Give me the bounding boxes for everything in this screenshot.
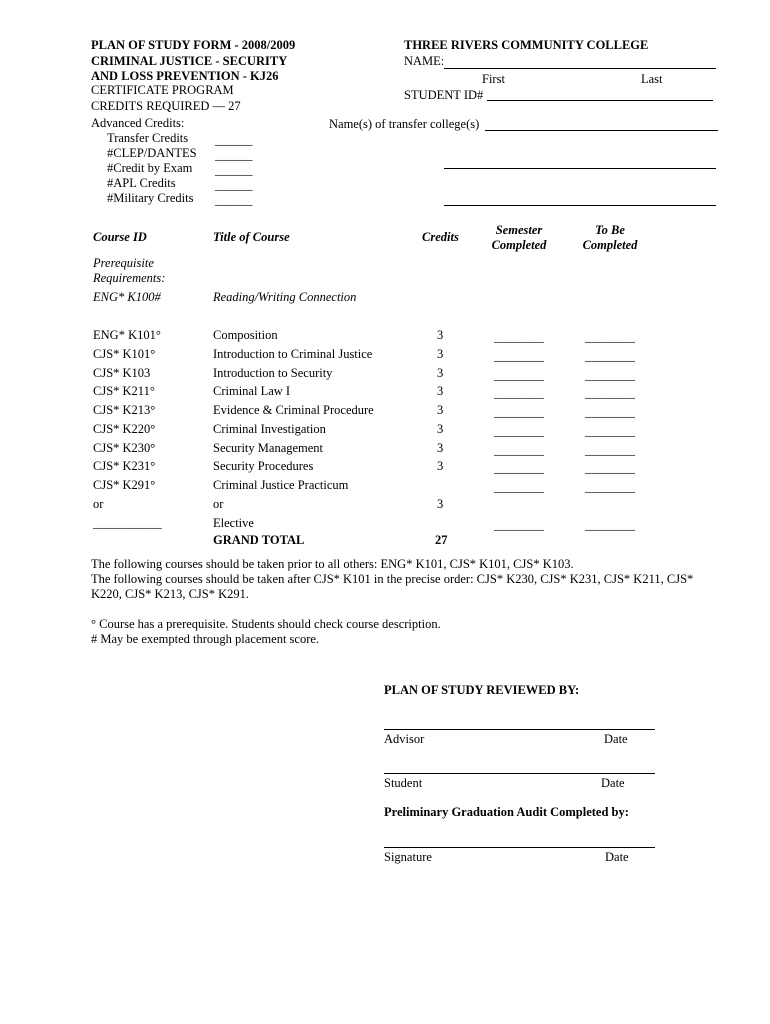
transfer-credits-blank[interactable]: ______ — [215, 133, 253, 147]
course-id: CJS* K230° — [93, 441, 156, 455]
advanced-item-military: #Military Credits — [107, 191, 194, 205]
header-course-id: Course ID — [93, 230, 147, 244]
course-id: ENG* K101° — [93, 328, 161, 342]
note-order-line2: K220, CJS* K213, CJS* K291. — [91, 587, 250, 601]
header-tobe-completed — [571, 223, 649, 253]
student-id-field[interactable] — [487, 100, 713, 101]
course-credits: 3 — [437, 422, 444, 436]
prereq-course-title: Reading/Writing Connection — [213, 290, 357, 304]
course-id: CJS* K103 — [93, 366, 151, 380]
header-credits: Credits — [422, 230, 459, 244]
semester-completed-blank[interactable]: ________ — [494, 480, 544, 494]
course-credits: 3 — [437, 347, 444, 361]
header-semester-line2: Completed — [491, 238, 547, 252]
exam-blank[interactable]: ______ — [215, 163, 253, 177]
course-title: Introduction to Security — [213, 366, 333, 380]
program-title-line2: AND LOSS PREVENTION - KJ26 — [91, 69, 279, 83]
advanced-item-apl: #APL Credits — [107, 176, 176, 190]
footnote-placement: # May be exempted through placement score. — [91, 632, 320, 646]
course-id: CJS* K231° — [93, 459, 156, 473]
course-title: Security Management — [213, 441, 324, 455]
tobe-completed-blank[interactable]: ________ — [585, 461, 635, 475]
audit-title: Preliminary Graduation Audit Completed by: — [384, 805, 629, 819]
student-label: Student — [384, 776, 423, 790]
transfer-college-field-1[interactable] — [485, 130, 718, 131]
course-id: CJS* K101° — [93, 347, 156, 361]
course-credits: 3 — [437, 441, 444, 455]
semester-completed-blank[interactable]: ________ — [494, 424, 544, 438]
course-title: Elective — [213, 516, 254, 530]
course-title: Introduction to Criminal Justice — [213, 347, 373, 361]
program-title-line1: CRIMINAL JUSTICE - SECURITY — [91, 54, 288, 68]
transfer-college-field-3[interactable] — [444, 205, 716, 206]
course-title: Composition — [213, 328, 278, 342]
header-semester-completed — [480, 223, 558, 253]
course-credits: 3 — [437, 366, 444, 380]
course-title: Security Procedures — [213, 459, 314, 473]
transfer-college-label: Name(s) of transfer college(s) — [329, 117, 480, 131]
semester-completed-blank[interactable]: ________ — [494, 518, 544, 532]
footnote-prerequisite: ° Course has a prerequisite. Students should check course description. — [91, 617, 441, 631]
student-signature-line[interactable] — [384, 773, 655, 774]
military-blank[interactable]: ______ — [215, 193, 253, 207]
transfer-college-field-2[interactable] — [444, 168, 716, 169]
semester-completed-blank[interactable]: ________ — [494, 330, 544, 344]
signature-date-label: Date — [605, 850, 629, 864]
course-credits: 3 — [437, 459, 444, 473]
semester-completed-blank[interactable]: ________ — [494, 461, 544, 475]
semester-completed-blank[interactable]: ________ — [494, 443, 544, 457]
course-id: CJS* K291° — [93, 478, 156, 492]
tobe-completed-blank[interactable]: ________ — [585, 405, 635, 419]
course-credits: 3 — [437, 328, 444, 342]
audit-signature-line[interactable] — [384, 847, 655, 848]
advisor-date-label: Date — [604, 732, 628, 746]
clep-blank[interactable]: ______ — [215, 148, 253, 162]
advisor-label: Advisor — [384, 732, 425, 746]
advanced-item-clep: #CLEP/DANTES — [107, 146, 197, 160]
course-credits: 3 — [437, 403, 444, 417]
course-id: CJS* K213° — [93, 403, 156, 417]
advisor-signature-line[interactable] — [384, 729, 655, 730]
name-label: NAME: — [404, 54, 445, 68]
name-field[interactable] — [444, 68, 716, 69]
header-tobe-line1: To Be — [595, 223, 625, 237]
course-id: CJS* K220° — [93, 422, 156, 436]
tobe-completed-blank[interactable]: ________ — [585, 349, 635, 363]
semester-completed-blank[interactable]: ________ — [494, 405, 544, 419]
course-title: Criminal Justice Practicum — [213, 478, 349, 492]
tobe-completed-blank[interactable]: ________ — [585, 480, 635, 494]
program-type: CERTIFICATE PROGRAM — [91, 83, 234, 97]
prereq-label-line1: Prerequisite — [93, 256, 154, 270]
course-id[interactable]: ___________ — [93, 516, 162, 530]
tobe-completed-blank[interactable]: ________ — [585, 443, 635, 457]
advanced-item-transfer: Transfer Credits — [107, 131, 189, 145]
advanced-credits-title: Advanced Credits: — [91, 116, 185, 130]
semester-completed-blank[interactable]: ________ — [494, 349, 544, 363]
course-title: Criminal Investigation — [213, 422, 326, 436]
prereq-label-line2: Requirements: — [93, 271, 166, 285]
course-title: Criminal Law I — [213, 384, 291, 398]
tobe-completed-blank[interactable]: ________ — [585, 330, 635, 344]
course-id: CJS* K211° — [93, 384, 155, 398]
note-order-line1: The following courses should be taken after CJS* K101 in the precise order: CJS* K230, CJS* K231, CJS* K211, CJS* — [91, 572, 694, 586]
note-prior-courses: The following courses should be taken prior to all others: ENG* K101, CJS* K101, CJS* K103. — [91, 557, 574, 571]
header-tobe-line2: Completed — [582, 238, 638, 252]
semester-completed-blank[interactable]: ________ — [494, 386, 544, 400]
course-id: or — [93, 497, 104, 511]
course-credits: 3 — [437, 497, 444, 511]
form-title: PLAN OF STUDY FORM - 2008/2009 — [91, 38, 296, 52]
grand-total-value: 27 — [435, 533, 448, 547]
semester-completed-blank[interactable]: ________ — [494, 368, 544, 382]
tobe-completed-blank[interactable]: ________ — [585, 386, 635, 400]
prereq-label — [93, 256, 165, 286]
header-title: Title of Course — [213, 230, 290, 244]
signature-label: Signature — [384, 850, 432, 864]
course-credits: 3 — [437, 384, 444, 398]
credits-required: CREDITS REQUIRED — 27 — [91, 99, 241, 113]
tobe-completed-blank[interactable]: ________ — [585, 424, 635, 438]
last-name-label: Last — [641, 72, 663, 86]
student-date-label: Date — [601, 776, 625, 790]
course-title: Evidence & Criminal Procedure — [213, 403, 374, 417]
student-id-label: STUDENT ID# — [404, 88, 484, 102]
header-semester-line1: Semester — [495, 223, 543, 237]
college-name: THREE RIVERS COMMUNITY COLLEGE — [404, 38, 649, 52]
first-name-label: First — [482, 72, 505, 86]
review-title: PLAN OF STUDY REVIEWED BY: — [384, 683, 580, 697]
course-title: or — [213, 497, 224, 511]
tobe-completed-blank[interactable]: ________ — [585, 518, 635, 532]
tobe-completed-blank[interactable]: ________ — [585, 368, 635, 382]
prereq-course-id: ENG* K100# — [93, 290, 161, 304]
advanced-item-exam: #Credit by Exam — [107, 161, 193, 175]
apl-blank[interactable]: ______ — [215, 178, 253, 192]
grand-total-label: GRAND TOTAL — [213, 533, 305, 547]
